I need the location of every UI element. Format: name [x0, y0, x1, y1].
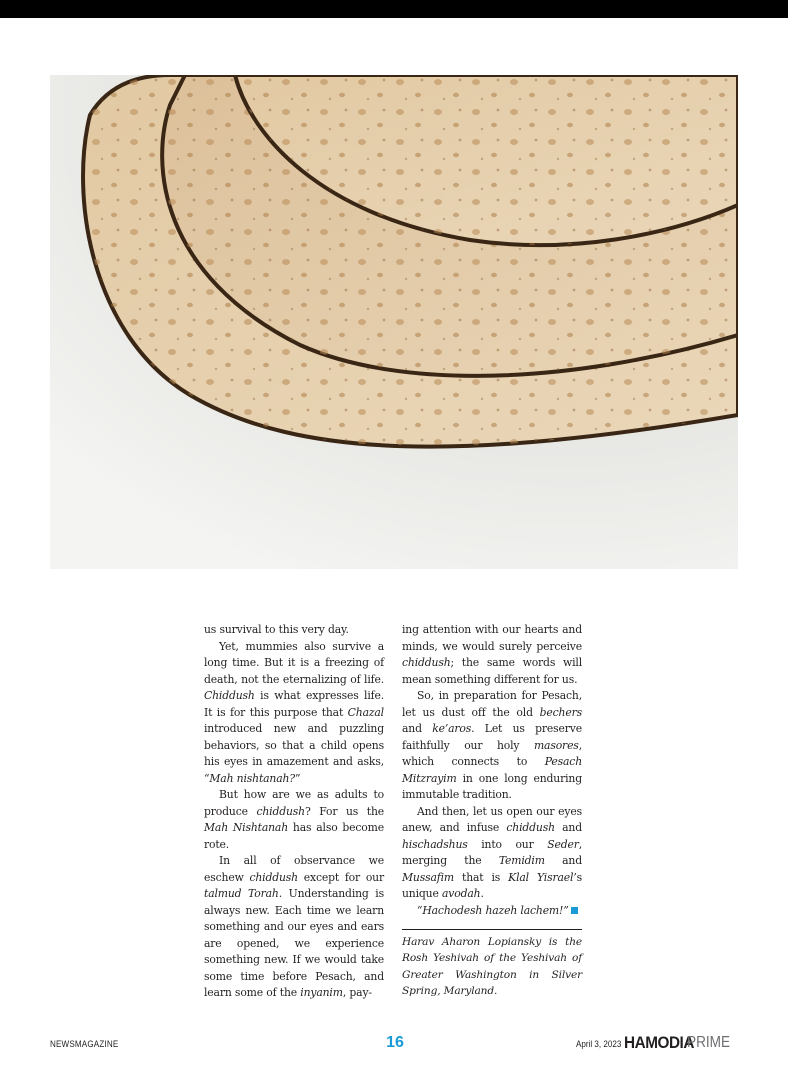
term: bechers [539, 705, 582, 719]
text: ? For us the [304, 804, 385, 818]
text: And then, let us open our eyes anew, and infuse [402, 804, 582, 834]
paragraph [402, 622, 582, 688]
page-footer [0, 1032, 788, 1062]
paragraph [204, 639, 384, 788]
term: chiddush [256, 804, 305, 818]
term: chiddush [402, 656, 451, 669]
term: Mah nishtanah? [209, 771, 295, 785]
text: and [554, 821, 582, 834]
term: Mussafim [402, 870, 455, 884]
text: ; the same words will mean something different for us. [402, 656, 582, 686]
bio-divider [402, 929, 582, 930]
text: Yet, mummies also survive a long time. But it is a freezing of death, not the eternalizing of life. [204, 639, 384, 686]
term: inyanim [300, 986, 343, 999]
term: talmud Torah [204, 887, 279, 900]
text: . Let us preserve faithfully our holy [402, 722, 582, 752]
closing-line [402, 903, 582, 920]
text: has also become rote. [204, 821, 384, 851]
paragraph [204, 853, 384, 1002]
text: But how are we as adults to produce [204, 788, 384, 818]
text: that is [454, 870, 509, 884]
text: , which connects to [402, 738, 582, 768]
text: ing attention with our hearts and minds, we would surely perceive [402, 623, 582, 653]
text: into our [467, 837, 548, 851]
issue-date: April 3, 2023 [576, 1039, 622, 1050]
text: in one long enduring immutable tradition. [402, 771, 582, 801]
text: introduced new and puzzling behaviors, so that a child opens his eyes in amazement and asks, “ [204, 722, 384, 785]
text: is what expresses life. It is for this purpose that [204, 689, 384, 719]
paragraph [402, 804, 582, 903]
brand-logo: HAMODIA [624, 1033, 694, 1052]
text: us survival to this very day. [204, 623, 349, 636]
term: ke’aros [432, 722, 472, 735]
article-column-2 [402, 622, 582, 999]
end-square-icon [571, 907, 578, 914]
term: Klal Yisrael [508, 870, 574, 884]
page-number: 16 [386, 1034, 404, 1051]
text: ’s unique [402, 870, 582, 900]
text: , pay- [342, 986, 372, 999]
brand-suffix: PRIME [687, 1034, 731, 1051]
text: . [480, 887, 484, 900]
author-bio: Harav Aharon Lopiansky is the Rosh Yeshivah of the Yeshivah of Greater Washington in Silver Spring, Maryland. [402, 936, 582, 997]
text: ” [294, 771, 301, 785]
text: and [544, 854, 582, 867]
term: Chazal [347, 705, 384, 719]
text: and [402, 722, 433, 735]
section-label: NEWSMAGAZINE [50, 1039, 119, 1050]
paragraph [204, 787, 384, 853]
text: , merging the [402, 837, 582, 867]
term: hischadshus [402, 837, 468, 851]
term: chiddush [506, 821, 555, 834]
term: Temidim [498, 854, 545, 867]
term: avodah [442, 887, 481, 900]
paragraph [204, 622, 384, 639]
text: In all of observance we eschew [204, 854, 384, 884]
matzah-photo [50, 75, 738, 569]
paragraph [402, 688, 582, 804]
term: Mah Nishtanah [204, 821, 289, 834]
term: chiddush [249, 870, 298, 884]
term: masores [533, 738, 579, 752]
text: . Understanding is always new. Each time we learn something and our eyes and ears are opened, we experience something new. If we would take some time before Pesach, and learn some of the [204, 887, 384, 999]
article-column-1 [204, 622, 384, 1002]
text: except for our [297, 870, 384, 884]
term: Pesach Mitzrayim [402, 755, 582, 785]
top-black-bar [0, 0, 788, 18]
term: Seder [547, 837, 579, 851]
term: “Hachodesh hazeh lachem!” [417, 903, 569, 917]
text: So, in preparation for Pesach, let us dust off the old [402, 689, 582, 719]
term: Chiddush [204, 689, 255, 702]
